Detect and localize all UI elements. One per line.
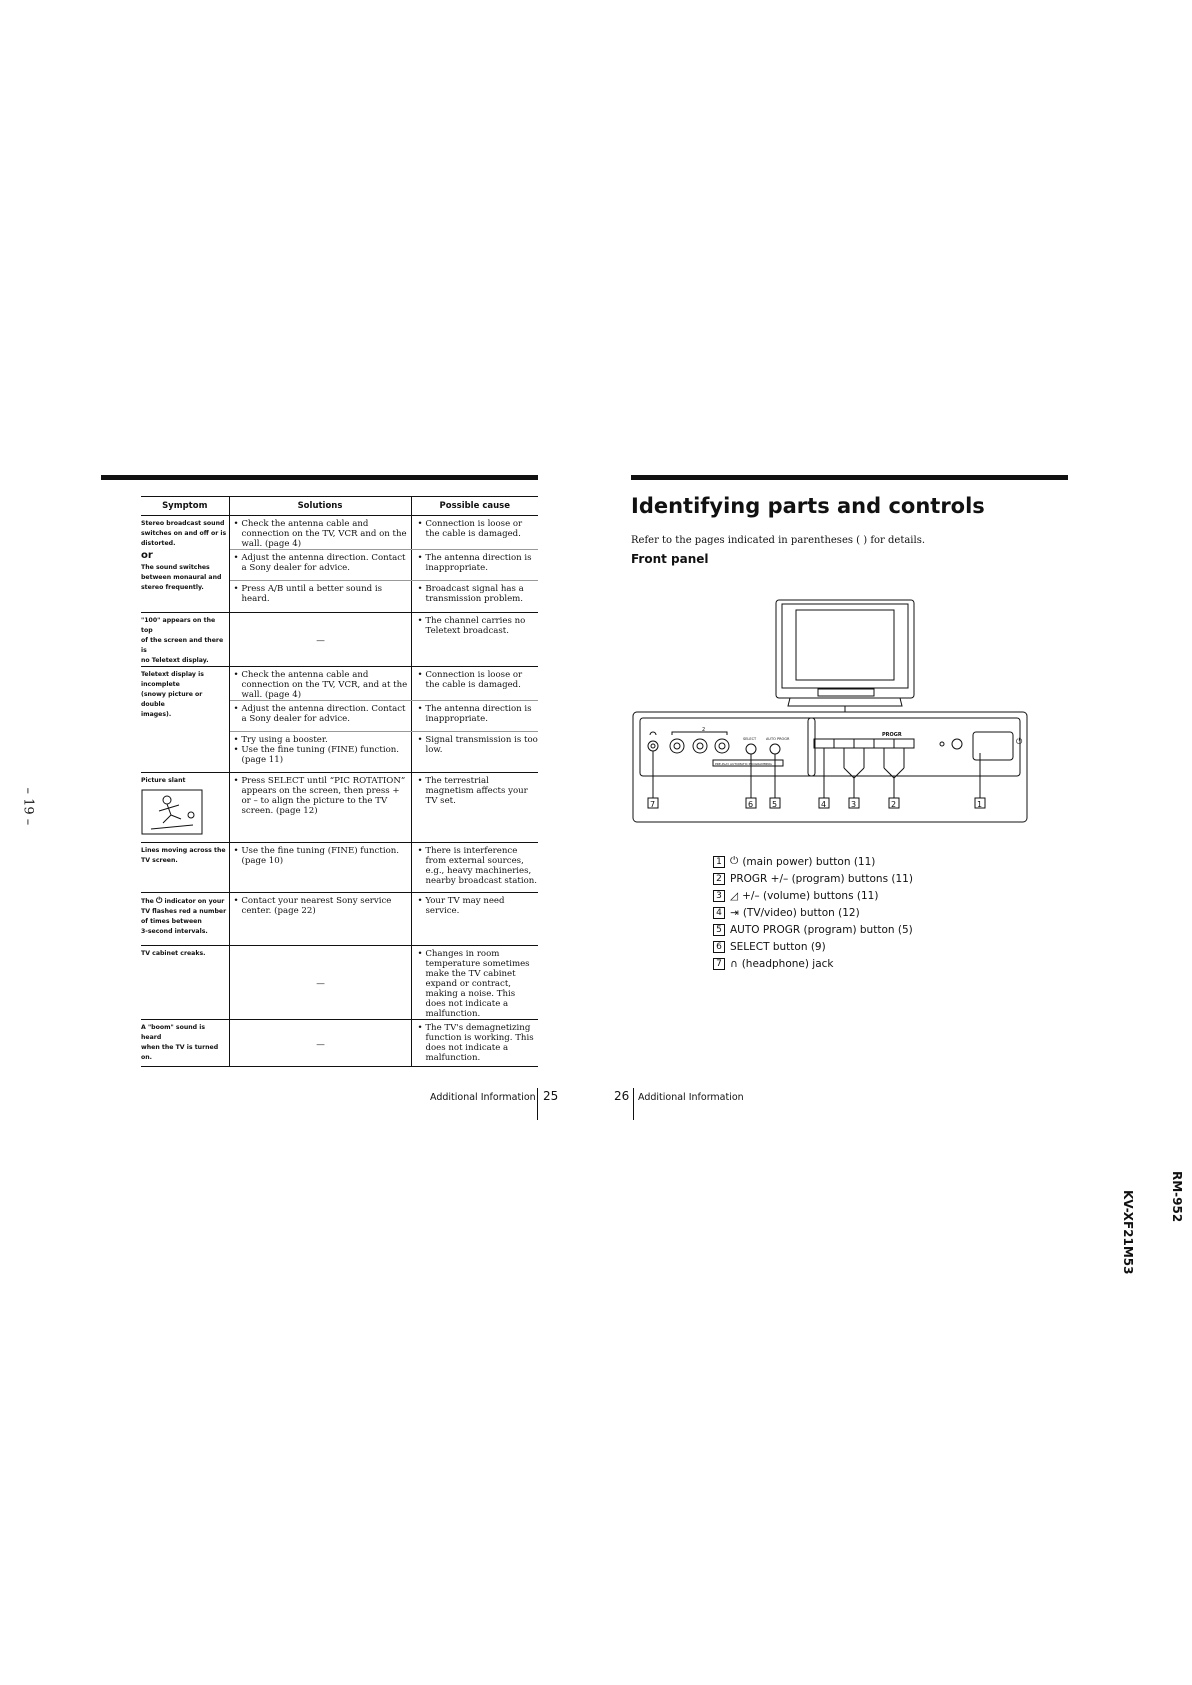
left-footer-label: Additional Information [430,1092,536,1103]
dash-mark: — [316,636,325,646]
legend-text: AUTO PROGR (program) button (5) [730,923,913,936]
symptom-cell: Lines moving across the TV screen. [141,843,229,893]
list-item [713,955,913,972]
symptom-text: Stereo broadcast sound switches on and off or is distorted. [141,520,227,547]
legend-number: 3 [713,890,725,902]
list-item [713,870,913,887]
cause-cell: • Changes in room temperature sometimes make the TV cabinet expand or contract, making a noise. This does not indicate a malfunction. [411,946,538,1020]
solution-cell [229,946,411,1020]
legend-number: 6 [713,941,725,953]
right-page-number: 26 [614,1089,630,1103]
table-header-row [141,497,538,516]
callout-7: 7 [650,800,656,809]
legend-number: 7 [713,958,725,970]
table-row [141,843,538,893]
list-item [713,887,913,904]
symptom-cell: Picture slant [141,773,229,843]
side-page-number: – 19 – [20,787,36,826]
select-label: SELECT [743,737,757,741]
solution-cell: • Try using a booster. • Use the fine tuning (FINE) function. (page 11) [229,732,411,773]
cause-cell: • There is interference from external sources, e.g., heavy machineries, nearby broadcast station. [411,843,538,893]
cause-cell: • Connection is loose or the cable is damaged. [411,516,538,550]
table-row [141,893,538,946]
cause-cell: • The TV's demagnetizing function is working. This does not indicate a malfunction. [411,1020,538,1067]
table-row [141,613,538,667]
solution-cell: • Contact your nearest Sony service center. (page 22) [229,893,411,946]
main-power-icon: ⏻ [730,855,739,867]
page-title: Identifying parts and controls [631,494,985,518]
legend-text: PROGR +/– (program) buttons (11) [730,872,913,885]
parts-legend [713,853,913,972]
power-symbol-icon: ⏻ [1016,737,1023,746]
left-page-top-rule [101,475,538,480]
legend-number: 5 [713,924,725,936]
right-footer-label: Additional Information [638,1092,744,1103]
auto-progr-label: AUTO PROGR [766,737,790,741]
solution-cell: • Check the antenna cable and connection on the TV, VCR, and at the wall. (page 4) [229,667,411,701]
list-item [713,904,913,921]
table-row [141,946,538,1020]
header-solutions: Solutions [229,497,411,516]
symptom-text-alt: The sound switches between monaural and stereo frequently. [141,564,222,591]
solution-cell: • Use the fine tuning (FINE) function. (page 10) [229,843,411,893]
video-input-label: 2 [702,727,706,733]
symptom-cell: "100" appears on the top of the screen and there is no Teletext display. [141,613,229,667]
cause-cell: • Connection is loose or the cable is damaged. [411,667,538,701]
callout-6: 6 [748,800,754,809]
legend-number: 2 [713,873,725,885]
callout-2: 2 [891,800,897,809]
side-model-code: KV-XF21M53 [1121,1190,1135,1275]
table-row [141,1020,538,1067]
cause-cell: • The antenna direction is inappropriate. [411,550,538,581]
tv-video-icon: ⇥ [730,906,739,919]
header-symptom: Symptom [141,497,229,516]
legend-text: (main power) button (11) [742,855,876,868]
solution-cell: • Adjust the antenna direction. Contact a Sony dealer for advice. [229,550,411,581]
cause-cell: • The antenna direction is inappropriate. [411,701,538,732]
callout-5: 5 [772,800,778,809]
solution-cell [229,613,411,667]
solution-cell: • Check the antenna cable and connection on the TV, VCR and on the wall. (page 4) [229,516,411,550]
solution-cell: • Adjust the antenna direction. Contact a Sony dealer for advice. [229,701,411,732]
legend-number: 4 [713,907,725,919]
table-row [141,773,538,843]
standby-indicator-icon: ⏻ [155,896,163,905]
cause-cell: • Your TV may need service. [411,893,538,946]
or-separator: or [141,550,153,561]
symptom-cell: A "boom" sound is heard when the TV is turned on. [141,1020,229,1067]
legend-text: +/– (volume) buttons (11) [742,889,879,902]
headphone-icon: ∩ [730,957,738,970]
picture-slant-illustration [141,789,203,835]
solution-cell: • Press SELECT until “PIC ROTATION” appears on the screen, then press + or – to align the picture to the TV screen. (page 12) [229,773,411,843]
troubleshooting-table [141,496,538,1067]
symptom-cell: Teletext display is incomplete (snowy picture or double images). [141,667,229,773]
table-row [141,667,538,701]
legend-number: 1 [713,856,725,868]
front-panel-heading: Front panel [631,552,709,566]
list-item [713,853,913,870]
cause-cell: • Broadcast signal has a transmission problem. [411,581,538,613]
volume-icon: ◿ [730,889,739,902]
cause-cell: • Signal transmission is too low. [411,732,538,773]
cause-cell: • The terrestrial magnetism affects your TV set. [411,773,538,843]
symptom-cell: TV cabinet creaks. [141,946,229,1020]
solution-cell: • Press A/B until a better sound is heard. [229,581,411,613]
dash-mark: — [316,1039,325,1050]
dash-mark: — [316,979,325,989]
right-page-top-rule [631,475,1068,480]
legend-text: (TV/video) button (12) [742,906,860,919]
side-remote-label: RM-952 [1170,1171,1184,1223]
header-cause: Possible cause [411,497,538,516]
callout-3: 3 [851,800,857,809]
legend-text: SELECT button (9) [730,940,826,953]
solution-cell [229,1020,411,1067]
tv-front-panel-diagram [630,598,1030,828]
progr-label: PROGR [882,732,902,738]
table-row [141,516,538,550]
cause-cell: • The channel carries no Teletext broadcast. [411,613,538,667]
list-item [713,921,913,938]
side-model-label [1121,1190,1135,1275]
right-footer-divider [633,1088,634,1120]
left-page-number: 25 [543,1089,559,1103]
intro-text: Refer to the pages indicated in parentheses ( ) for details. [631,535,926,546]
symptom-cell: The ⏻ indicator on your TV flashes red a number of times between 3-second intervals. [141,893,229,946]
callout-4: 4 [821,800,827,809]
legend-text: (headphone) jack [741,957,834,970]
callout-1: 1 [977,800,983,809]
list-item [713,938,913,955]
panel-strip-text: PRE-PLAY AUTOMATIC PROGRAMMING [715,762,772,766]
left-footer-divider [537,1088,538,1120]
symptom-cell [141,516,229,613]
